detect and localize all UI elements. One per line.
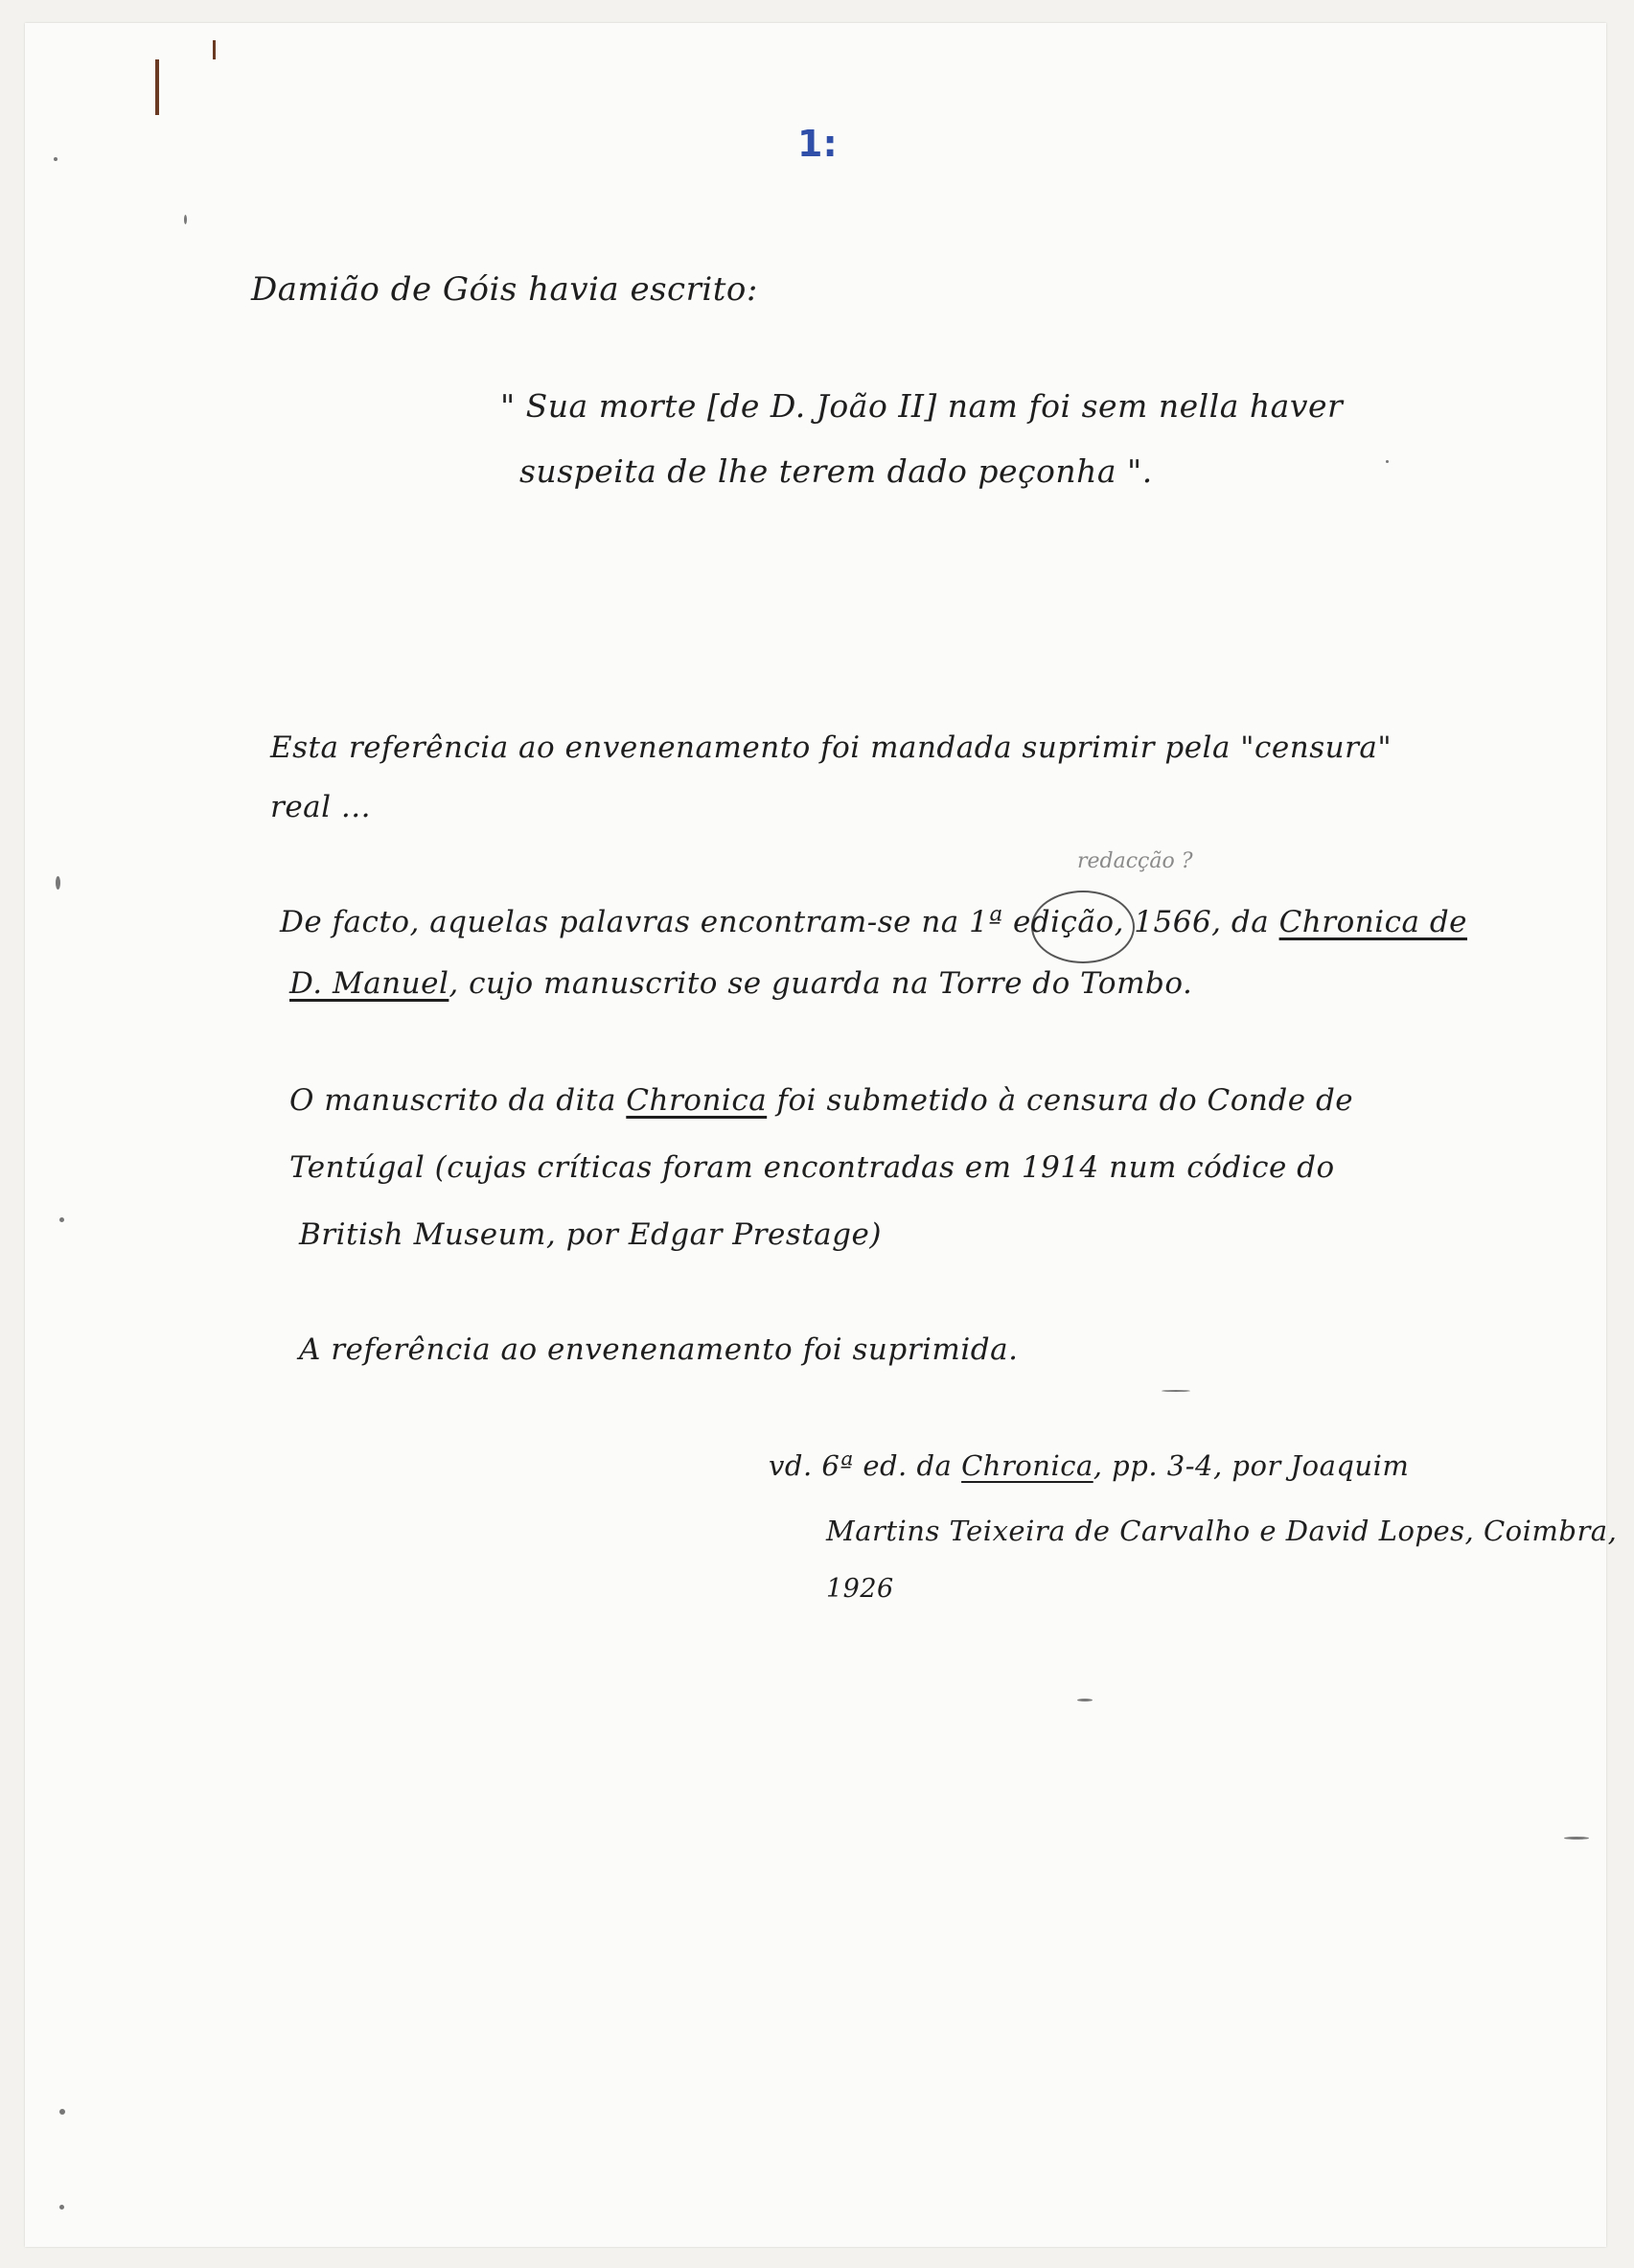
paragraph-3-line-1 <box>289 1083 1353 1118</box>
underlined-title: Chronica de <box>1278 905 1468 939</box>
quote-line-1: " Sua morte [de D. João II] nam foi sem nella haver <box>500 387 1344 425</box>
paragraph-2-line-1 <box>280 905 1467 939</box>
underlined-title: Chronica <box>961 1449 1093 1482</box>
underlined-title: D. Manuel <box>289 966 449 1001</box>
staple-mark <box>155 59 159 115</box>
paragraph-1-line-1: Esta referência ao envenenamento foi mandada suprimir pela "censura" <box>270 730 1392 765</box>
text-span: De facto, aquelas palavras encontram-se na 1ª <box>280 905 1003 939</box>
text-span: vd. 6ª ed. da <box>769 1449 953 1482</box>
intro-line: Damião de Góis havia escrito: <box>251 270 758 309</box>
text-span: O manuscrito da dita <box>289 1083 616 1118</box>
margin-annotation: redacção ? <box>1077 849 1193 873</box>
text-span: foi submetido à censura do Conde de <box>776 1083 1354 1118</box>
page-number: 1: <box>797 123 838 165</box>
reference-line-3: 1926 <box>826 1574 894 1604</box>
text-span: , cujo manuscrito se guarda na Torre do Tombo. <box>449 966 1193 1001</box>
underlined-title: Chronica <box>626 1083 768 1118</box>
paragraph-2-line-2 <box>289 966 1192 1001</box>
reference-line-1 <box>769 1449 1409 1482</box>
paragraph-4: A referência ao envenenamento foi suprimida. <box>299 1332 1019 1367</box>
document-page <box>25 23 1618 2247</box>
circled-word: edição <box>1012 905 1115 939</box>
reference-line-2: Martins Teixeira de Carvalho e David Lopes, Coimbra, <box>826 1515 1618 1547</box>
staple-mark <box>213 40 216 59</box>
text-span: , pp. 3-4, por Joaquim <box>1093 1449 1410 1482</box>
quote-line-2: suspeita de lhe terem dado peçonha ". <box>519 452 1153 490</box>
paragraph-3-line-3: British Museum, por Edgar Prestage) <box>299 1217 882 1252</box>
paragraph-3-line-2: Tentúgal (cujas críticas foram encontradas em 1914 num códice do <box>289 1150 1335 1185</box>
paragraph-1-line-2: real ... <box>270 790 371 824</box>
text-span: , 1566, da <box>1114 905 1270 939</box>
